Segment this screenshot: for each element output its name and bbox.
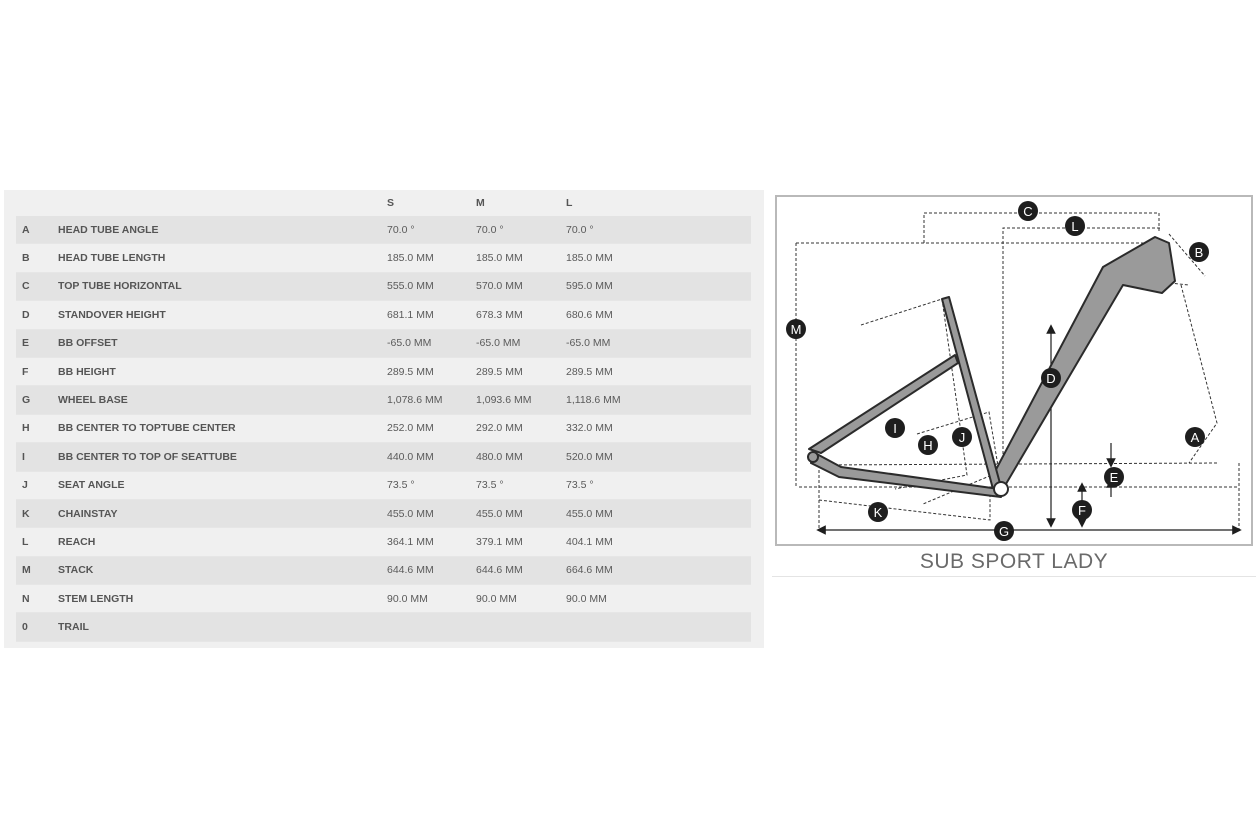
row-value-l: 70.0 °	[566, 216, 751, 244]
table-row	[16, 272, 751, 300]
row-value-s: 90.0 MM	[387, 585, 476, 613]
row-letter: N	[16, 585, 58, 613]
header-size-m: M	[476, 197, 485, 209]
row-value-m: 90.0 MM	[476, 585, 566, 613]
row-value-m: 73.5 °	[476, 471, 566, 499]
chain-stay	[811, 453, 1001, 497]
table-row	[16, 329, 751, 357]
table-row	[16, 216, 751, 244]
row-value-l	[566, 613, 751, 641]
row-value-m	[476, 613, 566, 641]
row-value-s: 440.0 MM	[387, 443, 476, 471]
seat-tube	[942, 297, 1001, 489]
svg-text:K: K	[873, 505, 883, 520]
row-value-l: 289.5 MM	[566, 357, 751, 385]
row-value-s: 455.0 MM	[387, 499, 476, 527]
row-value-l: 595.0 MM	[566, 272, 751, 300]
table-row	[16, 244, 751, 272]
row-letter: G	[16, 386, 58, 414]
row-letter: 0	[16, 613, 58, 641]
row-value-l: 680.6 MM	[566, 301, 751, 329]
table-row	[16, 556, 751, 584]
row-value-m: 289.5 MM	[476, 357, 566, 385]
row-measure-name: HEAD TUBE LENGTH	[58, 244, 387, 272]
row-letter: E	[16, 329, 58, 357]
row-value-l: -65.0 MM	[566, 329, 751, 357]
svg-text:J: J	[958, 430, 966, 445]
row-measure-name: CHAINSTAY	[58, 499, 387, 527]
row-value-l: 1,118.6 MM	[566, 386, 751, 414]
row-value-m: 1,093.6 MM	[476, 386, 566, 414]
row-value-m: 570.0 MM	[476, 272, 566, 300]
row-value-s: 681.1 MM	[387, 301, 476, 329]
row-measure-name: BB OFFSET	[58, 329, 387, 357]
row-value-l: 73.5 °	[566, 471, 751, 499]
badge-e	[1104, 467, 1124, 487]
row-value-s: 252.0 MM	[387, 414, 476, 442]
table-row	[16, 386, 751, 414]
geometry-diagram	[775, 195, 1253, 546]
row-value-s: 73.5 °	[387, 471, 476, 499]
row-value-m: 678.3 MM	[476, 301, 566, 329]
table-row	[16, 414, 751, 442]
table-row	[16, 613, 751, 641]
row-letter: I	[16, 443, 58, 471]
table-row	[16, 357, 751, 385]
row-value-s: -65.0 MM	[387, 329, 476, 357]
table-row	[16, 499, 751, 527]
row-value-m: 455.0 MM	[476, 499, 566, 527]
row-value-l: 90.0 MM	[566, 585, 751, 613]
table-row	[16, 585, 751, 613]
badge-c	[1018, 201, 1038, 221]
row-measure-name: SEAT ANGLE	[58, 471, 387, 499]
svg-text:M: M	[790, 322, 802, 337]
badge-a	[1185, 427, 1205, 447]
svg-text:D: D	[1046, 371, 1056, 386]
row-value-s: 70.0 °	[387, 216, 476, 244]
header-size-s: S	[387, 197, 395, 209]
row-value-m: 185.0 MM	[476, 244, 566, 272]
header-letter	[16, 190, 58, 216]
svg-text:I: I	[893, 421, 897, 436]
svg-text:L: L	[1071, 219, 1079, 234]
badge-d	[1041, 368, 1061, 388]
row-value-s: 1,078.6 MM	[387, 386, 476, 414]
svg-text:E: E	[1109, 470, 1119, 485]
bike-frame	[808, 237, 1175, 497]
table-row	[16, 443, 751, 471]
header-measure	[58, 190, 387, 216]
row-measure-name: STANDOVER HEIGHT	[58, 301, 387, 329]
row-measure-name: STACK	[58, 556, 387, 584]
row-value-s: 364.1 MM	[387, 528, 476, 556]
row-value-s: 289.5 MM	[387, 357, 476, 385]
row-value-s	[387, 613, 476, 641]
table-row	[16, 471, 751, 499]
badge-b	[1189, 242, 1209, 262]
table-row	[16, 301, 751, 329]
badge-l	[1065, 216, 1085, 236]
svg-text:F: F	[1078, 503, 1086, 518]
seat-stay	[809, 355, 958, 453]
divider	[772, 576, 1256, 577]
badge-m	[786, 319, 806, 339]
row-letter: H	[16, 414, 58, 442]
row-value-m: 480.0 MM	[476, 443, 566, 471]
row-value-m: 379.1 MM	[476, 528, 566, 556]
row-letter: K	[16, 499, 58, 527]
rear-dropout	[808, 452, 818, 462]
bike-frame-drawing	[777, 197, 1251, 544]
row-value-l: 332.0 MM	[566, 414, 751, 442]
table-header-row	[16, 190, 751, 216]
row-letter: C	[16, 272, 58, 300]
table-row	[16, 528, 751, 556]
row-letter: D	[16, 301, 58, 329]
row-value-m: 292.0 MM	[476, 414, 566, 442]
svg-text:G: G	[998, 524, 1010, 539]
row-value-l: 520.0 MM	[566, 443, 751, 471]
badge-k	[868, 502, 888, 522]
row-measure-name: HEAD TUBE ANGLE	[58, 216, 387, 244]
row-value-s: 185.0 MM	[387, 244, 476, 272]
row-value-l: 664.6 MM	[566, 556, 751, 584]
row-value-l: 455.0 MM	[566, 499, 751, 527]
row-measure-name: BB CENTER TO TOP OF SEATTUBE	[58, 443, 387, 471]
bottom-bracket	[994, 482, 1008, 496]
row-value-m: 70.0 °	[476, 216, 566, 244]
row-value-l: 404.1 MM	[566, 528, 751, 556]
row-value-s: 555.0 MM	[387, 272, 476, 300]
badge-i	[885, 418, 905, 438]
row-measure-name: WHEEL BASE	[58, 386, 387, 414]
badge-j	[952, 427, 972, 447]
svg-text:H: H	[923, 438, 933, 453]
row-letter: A	[16, 216, 58, 244]
row-measure-name: TOP TUBE HORIZONTAL	[58, 272, 387, 300]
row-measure-name: TRAIL	[58, 613, 387, 641]
row-letter: J	[16, 471, 58, 499]
badge-f	[1072, 500, 1092, 520]
model-name: SUB SPORT LADY	[919, 550, 1109, 573]
row-value-m: -65.0 MM	[476, 329, 566, 357]
row-value-l: 185.0 MM	[566, 244, 751, 272]
svg-text:C: C	[1023, 204, 1033, 219]
row-measure-name: REACH	[58, 528, 387, 556]
row-letter: L	[16, 528, 58, 556]
row-letter: M	[16, 556, 58, 584]
svg-text:B: B	[1194, 245, 1204, 260]
badge-h	[918, 435, 938, 455]
row-measure-name: BB CENTER TO TOPTUBE CENTER	[58, 414, 387, 442]
row-measure-name: BB HEIGHT	[58, 357, 387, 385]
row-letter: B	[16, 244, 58, 272]
svg-text:A: A	[1190, 430, 1200, 445]
row-value-m: 644.6 MM	[476, 556, 566, 584]
geometry-table	[16, 190, 751, 642]
row-value-s: 644.6 MM	[387, 556, 476, 584]
row-measure-name: STEM LENGTH	[58, 585, 387, 613]
header-size-l: L	[566, 197, 573, 209]
badge-g	[994, 521, 1014, 541]
row-letter: F	[16, 357, 58, 385]
down-tube	[991, 237, 1175, 489]
